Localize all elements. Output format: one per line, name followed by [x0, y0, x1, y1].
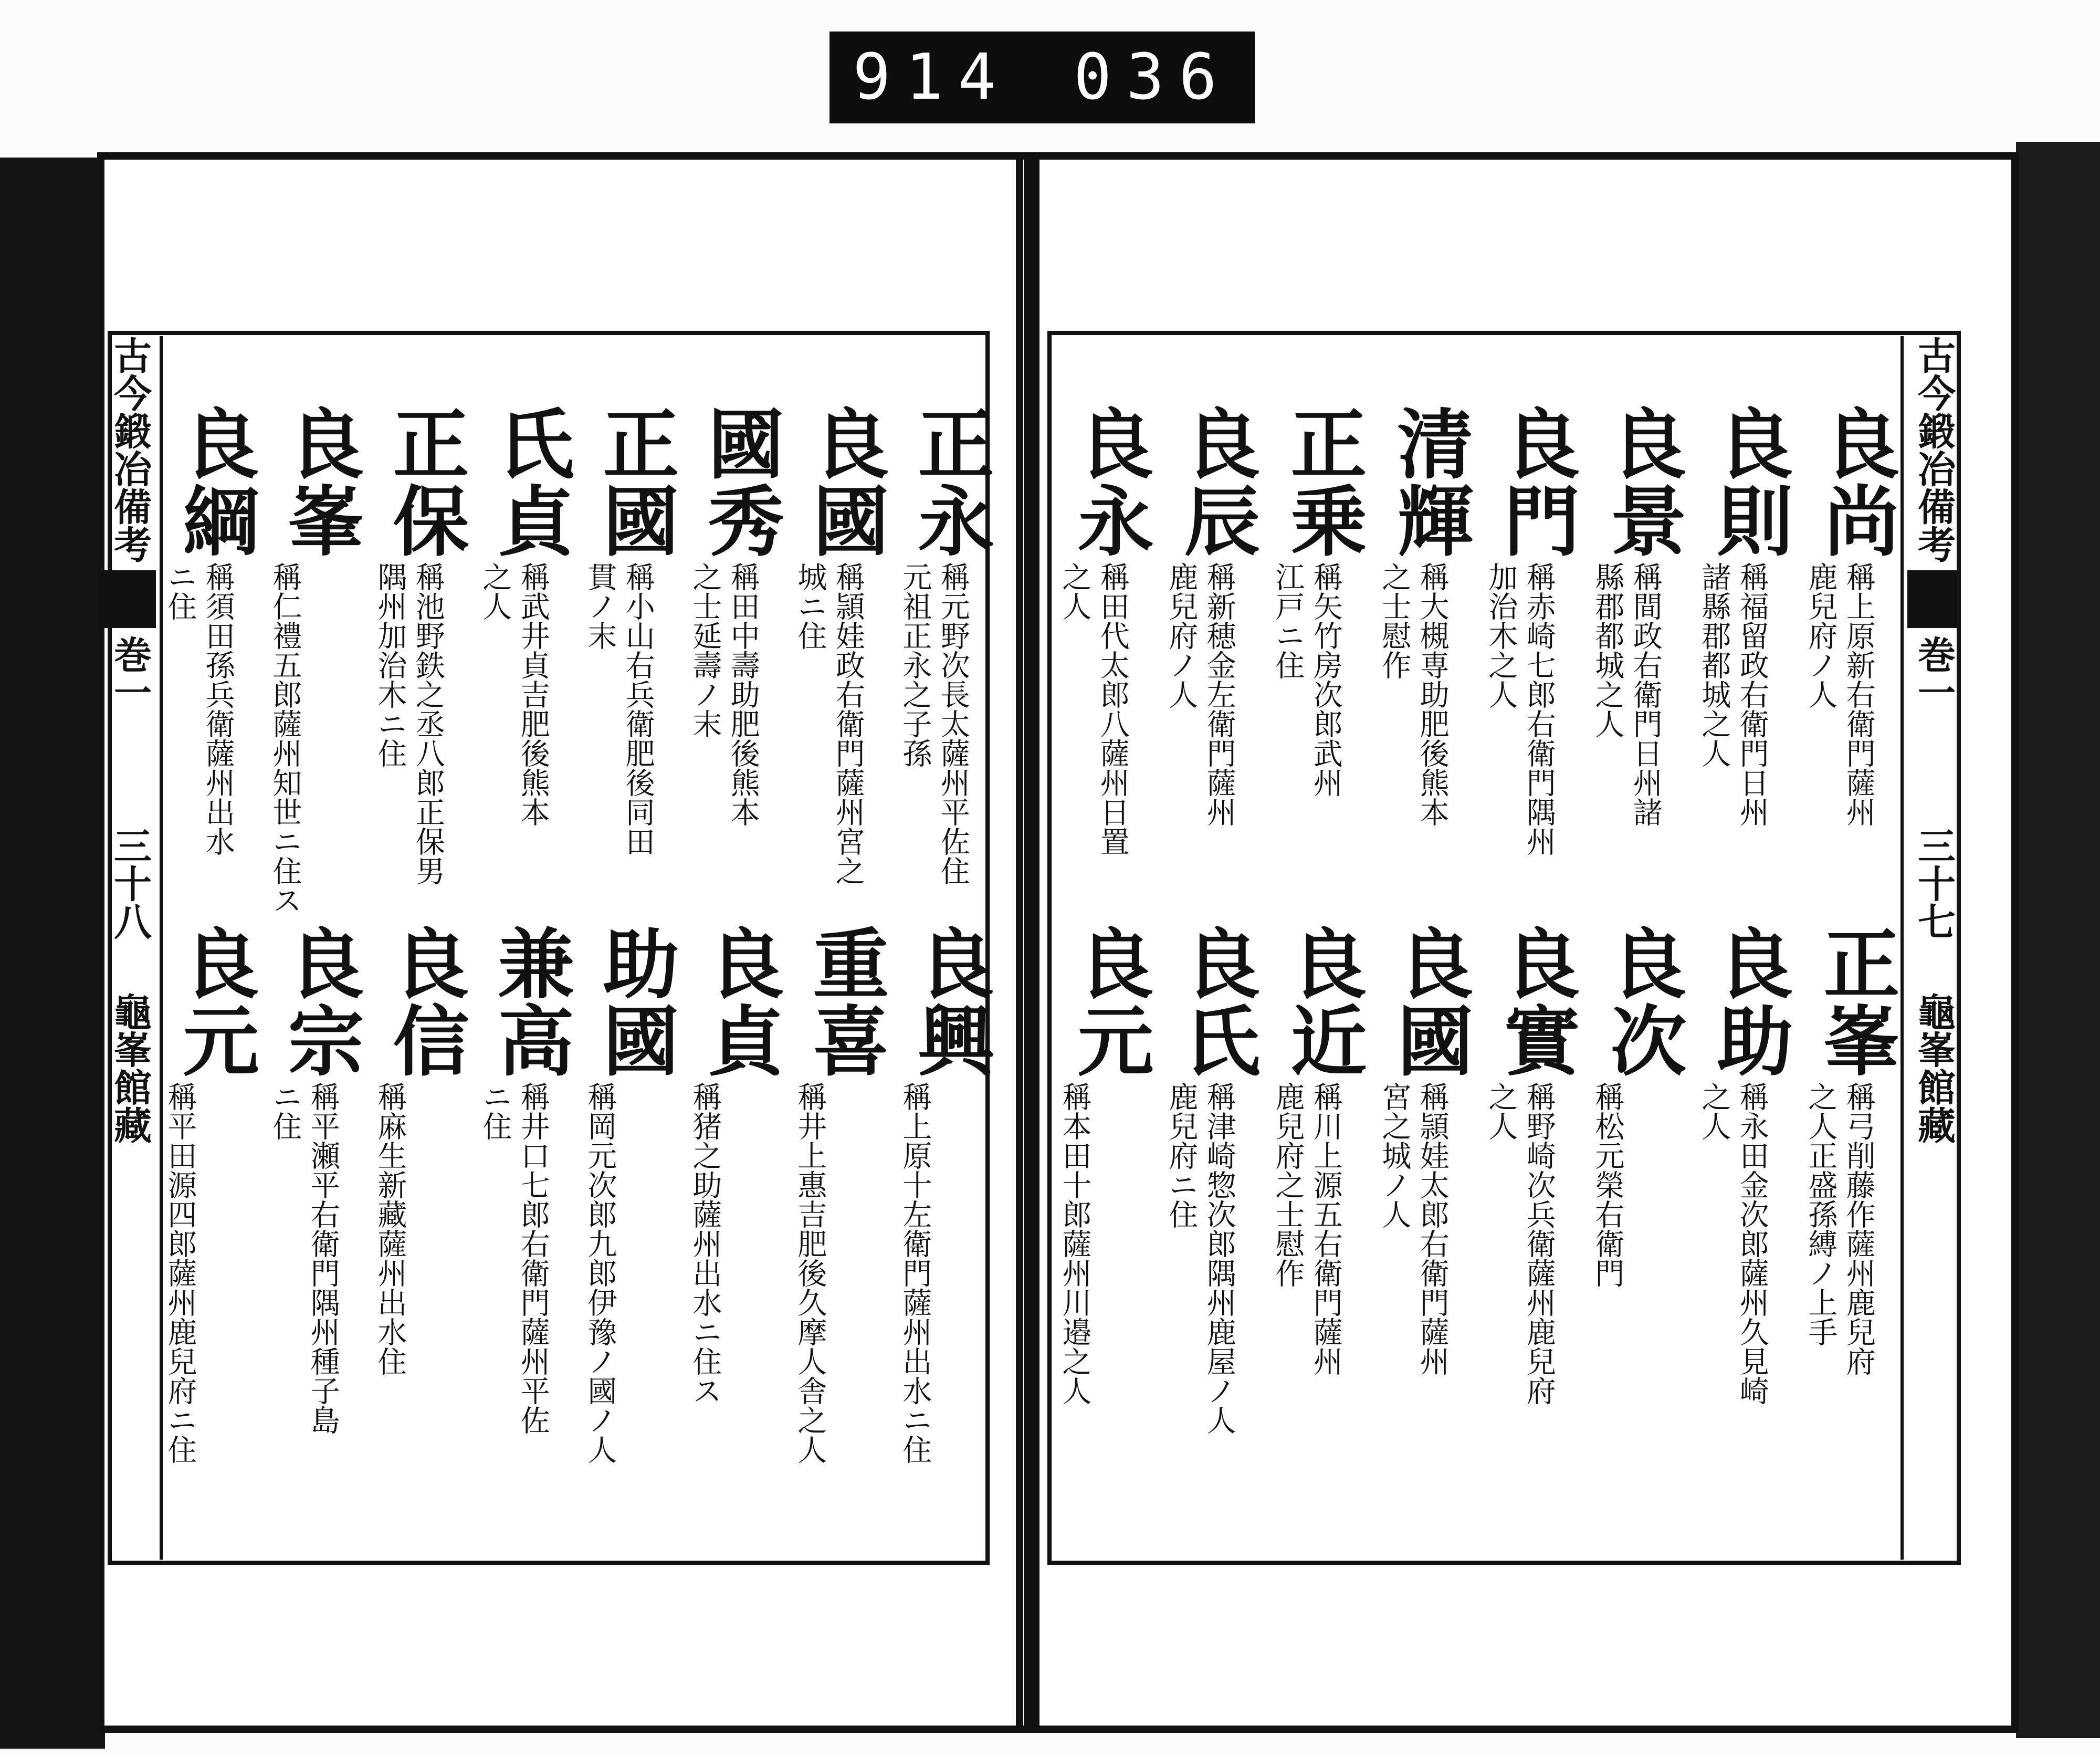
swordsmith-entry	[158, 924, 259, 1464]
smith-description: 稱岡元次郎九郎伊豫ノ國ノ人	[583, 1082, 617, 1464]
smith-description: 稱池野鉄之丞八郎正保男	[411, 562, 445, 885]
smith-name: 良景	[1598, 404, 1687, 559]
catalog-label-right: 036	[1074, 41, 1232, 114]
spine-volume: 巻一	[1912, 635, 1956, 711]
spine-block-mark	[103, 570, 156, 628]
smith-name: 正永	[905, 404, 994, 559]
smith-name: 氏貞	[485, 404, 574, 559]
smith-description: 諸縣郡都城之人	[1697, 562, 1731, 768]
smith-name: 良國	[800, 404, 889, 559]
swordsmith-entry	[368, 924, 469, 1376]
right-page-spine	[1900, 336, 1964, 1560]
smith-description: 城ニ住	[793, 562, 827, 650]
smith-description: 稱井上惠吉肥後久摩人舎之人	[793, 1082, 827, 1464]
swordsmith-entry	[578, 404, 679, 856]
smith-description: 江戸ニ住	[1270, 562, 1305, 680]
smith-description: 稱頴娃太郎右衛門薩州	[1415, 1082, 1450, 1376]
smith-name: 良則	[1704, 404, 1793, 559]
swordsmith-entry	[1265, 924, 1367, 1376]
swordsmith-entry	[1692, 404, 1793, 827]
smith-description: 稱本田十郎薩州川邉之人	[1057, 1082, 1092, 1405]
smith-name: 良綱	[170, 404, 259, 559]
swordsmith-entry	[682, 404, 784, 827]
smith-name: 良宗	[275, 924, 364, 1079]
smith-name: 良助	[1704, 924, 1793, 1079]
smith-description: 稱麻生新藏薩州出水住	[373, 1082, 407, 1376]
smith-description: 稱田代太郎八薩州日置	[1095, 562, 1130, 856]
smith-description: 鹿兒府ノ人	[1164, 562, 1199, 709]
smith-description: 稱津崎惣次郎隅州鹿屋ノ人	[1202, 1082, 1236, 1435]
swordsmith-entry	[1478, 924, 1580, 1405]
smith-description: 稱平田源四郎薩州鹿兒府ニ住	[163, 1082, 197, 1464]
book-edge-left	[0, 158, 105, 1749]
swordsmith-entry	[892, 404, 994, 885]
smith-name: 良辰	[1171, 404, 1261, 559]
smith-name: 正乗	[1278, 404, 1367, 559]
smith-name: 良興	[905, 924, 994, 1079]
smith-description: ニ住	[163, 562, 197, 621]
smith-description: 稱大槻専助肥後熊本	[1415, 562, 1450, 827]
smith-description: 稱平瀬平右衛門隅州種子島	[306, 1082, 340, 1435]
smith-description: 宮之城ノ人	[1377, 1082, 1412, 1229]
smith-description: 稱新穂金左衛門薩州	[1202, 562, 1236, 827]
smith-name: 清輝	[1384, 404, 1474, 559]
smith-description: 稱弓削藤作薩州鹿兒府	[1841, 1082, 1876, 1376]
smith-name: 良元	[170, 924, 259, 1079]
smith-name: 助國	[590, 924, 679, 1079]
swordsmith-entry	[1159, 924, 1261, 1435]
catalog-label	[830, 32, 1255, 123]
smith-name: 正峯	[1811, 924, 1900, 1079]
smith-name: 良次	[1598, 924, 1687, 1079]
smith-description: 稱赤崎七郎右衛門隅州	[1521, 562, 1556, 856]
smith-description: 稱元野次長太薩州平佐住	[936, 562, 970, 885]
smith-name: 重喜	[800, 924, 889, 1079]
smith-description: 加治木之人	[1484, 562, 1518, 709]
smith-description: 元祖正永之子孫	[898, 562, 932, 768]
swordsmith-entry	[262, 404, 364, 915]
smith-name: 良貞	[695, 924, 784, 1079]
smith-name: 良近	[1278, 924, 1367, 1079]
smith-name: 國秀	[695, 404, 784, 559]
smith-description: 之人	[478, 562, 512, 621]
smith-name: 良永	[1065, 404, 1154, 559]
swordsmith-entry	[1798, 924, 1900, 1376]
smith-description: 稱上原新右衛門薩州	[1841, 562, 1876, 827]
swordsmith-entry	[472, 404, 574, 827]
smith-name: 良實	[1491, 924, 1580, 1079]
smith-description: 鹿兒府ノ人	[1803, 562, 1838, 709]
smith-description: 稱小山右兵衛肥後同田	[621, 562, 655, 856]
smith-description: 稱松元榮右衛門	[1590, 1082, 1625, 1288]
swordsmith-entry	[1585, 924, 1687, 1288]
swordsmith-entry	[1052, 924, 1154, 1405]
smith-description: ニ住	[268, 1082, 302, 1141]
smith-description: 之士慰作	[1377, 562, 1412, 680]
smith-description: 稱川上源五右衛門薩州	[1308, 1082, 1343, 1376]
swordsmith-entry	[1052, 404, 1154, 856]
spine-block-mark	[1907, 570, 1960, 628]
catalog-label-left: 914	[853, 41, 1011, 114]
swordsmith-entry	[1159, 404, 1261, 827]
spine-owner: 龜峯館藏	[108, 992, 152, 1144]
spine-volume: 巻一	[108, 635, 152, 711]
swordsmith-entry	[1265, 404, 1367, 797]
smith-description: 稱仁禮五郎薩州知世ニ住ス	[268, 562, 302, 915]
book-gutter	[1024, 152, 1040, 1733]
swordsmith-entry	[1585, 404, 1687, 827]
smith-description: 稱猪之助薩州出水ニ住ス	[688, 1082, 722, 1405]
spine-page-number: 三十八	[108, 827, 152, 940]
smith-description: 縣郡都城之人	[1590, 562, 1625, 738]
smith-description: 稱永田金次郎薩州久見崎	[1735, 1082, 1769, 1405]
swordsmith-entry	[1478, 404, 1580, 856]
smith-description: 稱間政右衛門日州諸	[1628, 562, 1663, 827]
swordsmith-entry	[892, 924, 994, 1464]
swordsmith-entry	[368, 404, 469, 885]
spine-page-number: 三十七	[1912, 827, 1956, 940]
smith-description: 稱田中壽助肥後熊本	[726, 562, 760, 827]
smith-name: 良信	[380, 924, 469, 1079]
smith-description: 之人	[1697, 1082, 1731, 1141]
smith-description: 稱野崎次兵衛薩州鹿兒府	[1521, 1082, 1556, 1405]
book-edge-right	[2016, 142, 2100, 1738]
smith-name: 良國	[1384, 924, 1474, 1079]
smith-description: 稱上原十左衛門薩州出水ニ住	[898, 1082, 932, 1464]
smith-name: 良門	[1491, 404, 1580, 559]
spine-title: 古今鍛冶備考	[108, 336, 152, 563]
smith-description: 隅州加治木ニ住	[373, 562, 407, 768]
smith-name: 兼高	[485, 924, 574, 1079]
swordsmith-entry	[1372, 924, 1474, 1376]
smith-description: 稱須田孫兵衛薩州出水	[201, 562, 235, 856]
smith-description: 鹿兒府ニ住	[1164, 1082, 1199, 1229]
smith-description: ニ住	[478, 1082, 512, 1141]
swordsmith-entry	[1372, 404, 1474, 827]
smith-name: 良尚	[1811, 404, 1900, 559]
swordsmith-entry	[682, 924, 784, 1405]
swordsmith-entry	[158, 404, 259, 856]
smith-name: 良元	[1065, 924, 1154, 1079]
smith-description: 稱福留政右衛門日州	[1735, 562, 1769, 827]
swordsmith-entry	[788, 404, 889, 885]
smith-name: 良氏	[1171, 924, 1261, 1079]
spine-title: 古今鍛冶備考	[1912, 336, 1956, 563]
swordsmith-entry	[262, 924, 364, 1435]
swordsmith-entry	[472, 924, 574, 1435]
smith-description: 之人	[1057, 562, 1092, 621]
smith-description: 稱井口七郎右衛門薩州平佐	[516, 1082, 550, 1435]
smith-description: 稱矢竹房次郎武州	[1308, 562, 1343, 797]
swordsmith-entry	[1692, 924, 1793, 1405]
smith-description: 之人	[1484, 1082, 1518, 1141]
smith-description: 之人正盛孫縛ノ上手	[1803, 1082, 1838, 1346]
swordsmith-entry	[578, 924, 679, 1464]
swordsmith-entry	[788, 924, 889, 1464]
swordsmith-entry	[1798, 404, 1900, 827]
smith-description: 之士延壽ノ末	[688, 562, 722, 738]
spine-owner: 龜峯館藏	[1912, 992, 1956, 1144]
left-page-spine	[100, 336, 163, 1560]
smith-name: 正保	[380, 404, 469, 559]
smith-description: 鹿兒府之士慰作	[1270, 1082, 1305, 1288]
smith-name: 正國	[590, 404, 679, 559]
smith-description: 稱武井貞吉肥後熊本	[516, 562, 550, 827]
smith-name: 良峯	[275, 404, 364, 559]
smith-description: 貫ノ末	[583, 562, 617, 650]
smith-description: 稱頴娃政右衛門薩州宮之	[831, 562, 865, 885]
